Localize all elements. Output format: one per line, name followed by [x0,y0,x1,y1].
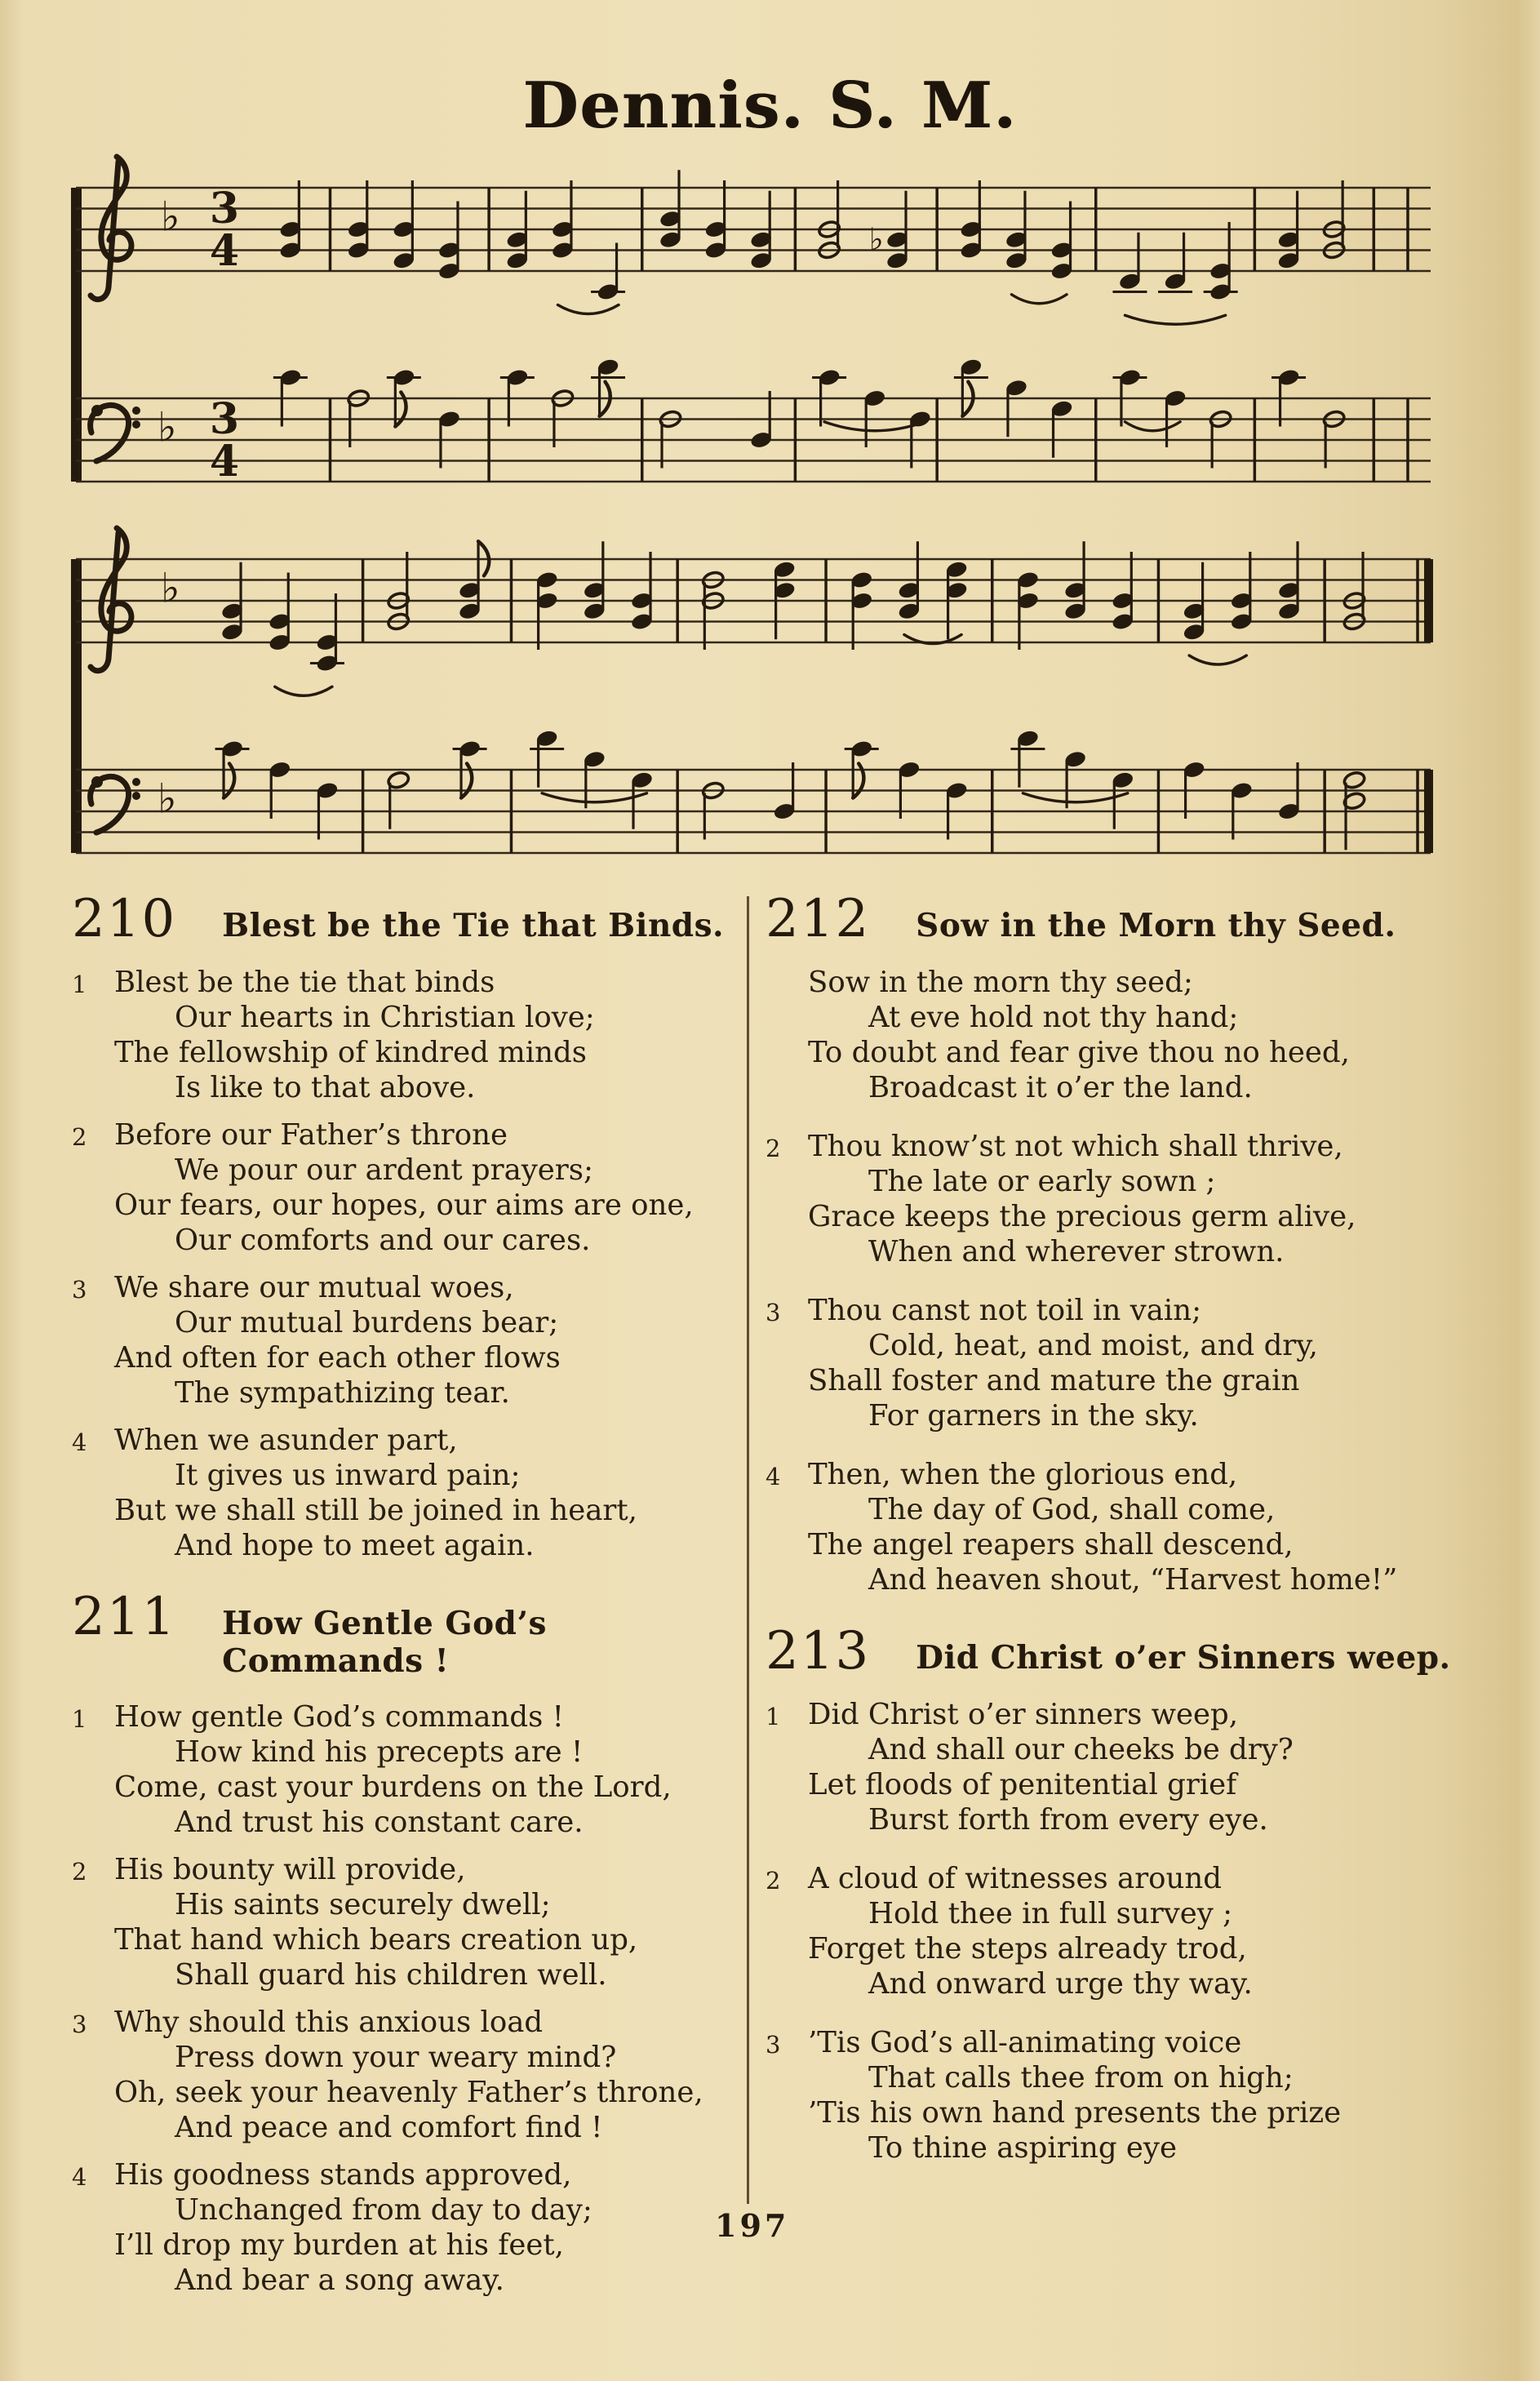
verse-line: Blest be the tie that binds [114,966,495,999]
verse-line: We pour our ardent prayers; [175,1153,593,1187]
verse-lines [808,2025,1510,2166]
verse-line: Our fears, our hopes, our aims are one, [114,1188,694,1222]
verse-line: Forget the steps already trod, [808,1932,1247,1966]
verse-line: I’ll drop my burden at his feet, [114,2228,564,2262]
verse-line: The day of God, shall come, [868,1493,1276,1526]
slur [557,305,619,314]
verse-number: 4 [72,2163,87,2191]
verse-line: And peace and comfort find ! [175,2111,603,2144]
verse-line: Cold, heat, and moist, and dry, [868,1329,1318,1362]
verse-lines [808,965,1510,1105]
verse-line: ’Tis God’s all-animating voice [808,2026,1242,2059]
verse-line: It gives us inward pain; [175,1459,521,1492]
verse-line: Shall guard his children well. [175,1958,607,1992]
staff-bass [76,358,1431,486]
slur [1189,655,1246,664]
verse-line: Let floods of penitential grief [808,1768,1237,1801]
verse-number: 3 [72,1276,87,1304]
verse-2 [72,1852,744,1992]
verse-line: His saints securely dwell; [175,1888,551,1921]
verse-2 [766,1861,1510,2001]
verse-line: To doubt and fear give thou no heed, [808,1036,1350,1069]
verse-line: But we shall still be joined in heart, [114,1494,637,1527]
verse-line: Oh, seek your heavenly Father’s throne, [114,2076,703,2109]
verse-line: We share our mutual woes, [114,1271,514,1304]
staff-treble [76,528,1433,673]
sheet-music-system-1 [69,167,1440,531]
hymn-number: 211 [72,1587,177,1647]
verse-number [766,965,808,1105]
hymn-number: 213 [766,1621,871,1681]
verse-line: Press down your weary mind? [175,2041,617,2074]
verse-line: And heaven shout, “Harvest home!” [868,1563,1398,1597]
column-divider [747,896,749,2204]
verse-line: At eve hold not thy hand; [868,1001,1239,1034]
slur [1125,422,1180,431]
svg-text:4: 4 [209,437,240,486]
hymn-heading [766,889,1510,949]
page-number: 197 [715,2207,790,2244]
verse-number: 3 [766,1299,781,1326]
verse-line: Grace keeps the precious germ alive, [808,1200,1356,1233]
verse-number: 4 [766,1463,781,1490]
verse-line: His goodness stands approved, [114,2158,572,2192]
flat-sign: ♭ [161,564,180,612]
staff-treble [76,157,1431,301]
svg-text:3: 3 [209,184,240,233]
verse-line: Our hearts in Christian love; [175,1001,595,1034]
verse-line: That calls thee from on high; [868,2061,1294,2094]
verse-lines [114,1423,744,1563]
staff-bass [76,729,1433,853]
verse-line: And bear a song away. [175,2263,504,2297]
flat-sign: ♭ [158,403,177,451]
verse-line: Thou know’st not which shall thrive, [808,1130,1343,1163]
verse-4 [766,1457,1510,1597]
hymn-210 [72,889,744,1563]
verse-line: When we asunder part, [114,1424,458,1457]
verse-line: A cloud of witnesses around [808,1862,1222,1895]
verse-2 [72,1117,744,1258]
verse-number: 1 [72,1705,87,1733]
sheet-music-system-2 [69,539,1453,902]
verse-line: Unchanged from day to day; [175,2193,592,2227]
treble-clef-icon [91,157,131,300]
hymn-heading [766,1621,1510,1681]
hymn-211 [72,1587,744,2298]
verse-line: The sympathizing tear. [175,1376,510,1410]
hymn-number: 212 [766,889,871,949]
verse-line: The angel reapers shall descend, [808,1528,1294,1561]
verse-lines [114,1852,744,1992]
system-barline [71,188,82,482]
verse-line: That hand which bears creation up, [114,1923,638,1957]
flat-sign: ♭ [161,193,180,241]
verse-line: Before our Father’s throne [114,1118,508,1152]
verse-line: And trust his constant care. [175,1806,584,1839]
time-signature [210,394,239,486]
slur [1023,793,1127,802]
verse-line: Sow in the morn thy seed; [808,966,1193,999]
hymn-title: How Gentle God’s Commands ! [222,1605,547,1680]
verse-2 [766,1129,1510,1269]
hymn-title: Sow in the Morn thy Seed. [916,907,1396,944]
verse-3 [72,2005,744,2145]
verse-line: Did Christ o’er sinners weep, [808,1698,1239,1731]
verse-number: 2 [766,1867,781,1895]
verse-3 [766,2025,1510,2166]
time-signature [210,184,239,276]
hymn-column-left [72,889,744,2310]
verse-lines [808,1861,1510,2001]
verse-line: Why should this anxious load [114,2006,544,2039]
verse-lines [114,2005,744,2145]
verse-line: His bounty will provide, [114,1853,466,1886]
verse-lines [808,1293,1510,1433]
verse-line: Shall foster and mature the grain [808,1364,1300,1397]
hymn-number: 210 [72,889,177,949]
verse-line: And shall our cheeks be dry? [868,1733,1294,1766]
slur [542,793,646,802]
verse-line: Our mutual burdens bear; [175,1306,559,1339]
svg-text:4: 4 [209,226,240,276]
verse-number: 4 [72,1428,87,1456]
hymn-column-right [766,889,1510,2189]
verse-number: 1 [766,1703,781,1730]
verse-number: 3 [72,2010,87,2038]
verse-line: How gentle God’s commands ! [114,1700,564,1734]
verse-line: Hold thee in full survey ; [868,1897,1233,1930]
svg-text:3: 3 [209,394,240,444]
verse-lines [808,1129,1510,1269]
system-barline [71,559,82,853]
verse-4 [72,2157,744,2298]
verse-number: 2 [72,1123,87,1151]
treble-clef-icon [91,528,131,671]
verse-number: 2 [72,1858,87,1886]
verse-line: And hope to meet again. [175,1529,535,1562]
verse-lines [114,1117,744,1258]
flat-sign: ♭ [158,775,177,823]
hymn-212 [766,889,1510,1597]
slur [824,422,925,431]
verse-1 [766,1697,1510,1837]
hymn-heading [72,1587,744,1680]
verse-lines [808,1697,1510,1837]
slur [275,686,332,695]
verse-line: When and wherever strown. [868,1235,1285,1268]
hymn-213 [766,1621,1510,2166]
verse-line: Burst forth from every eye. [868,1803,1268,1837]
verse-lines [114,2157,744,2298]
verse-line: ’Tis his own hand presents the prize [808,2096,1342,2130]
verse-line: Is like to that above. [175,1071,476,1104]
verse-1 [766,965,1510,1105]
slur [1011,295,1067,304]
verse-line: Then, when the glorious end, [808,1458,1238,1491]
verse-line: Come, cast your burdens on the Lord, [114,1770,672,1804]
verse-number: 2 [766,1135,781,1162]
verse-line: And often for each other flows [114,1341,561,1375]
verse-3 [766,1293,1510,1433]
verse-line: Our comforts and our cares. [175,1224,591,1257]
verse-1 [72,965,744,1105]
verse-line: The late or early sown ; [868,1165,1216,1198]
verse-lines [114,1270,744,1410]
verse-line: To thine aspiring eye [868,2131,1177,2165]
bass-clef-icon [91,776,140,833]
hymn-title: Did Christ o’er Sinners weep. [916,1639,1451,1677]
verse-number: 1 [72,971,87,998]
verse-lines [114,1699,744,1840]
verse-lines [114,965,744,1105]
hymn-heading [72,889,744,949]
bass-clef-icon [91,405,140,461]
verse-line: For garners in the sky. [868,1399,1199,1433]
verse-line: The fellowship of kindred minds [114,1036,587,1069]
verse-line: Thou canst not toil in vain; [808,1294,1202,1327]
verse-line: How kind his precepts are ! [175,1735,584,1769]
verse-number: 3 [766,2031,781,2059]
verse-1 [72,1699,744,1840]
hymn-title: Blest be the Tie that Binds. [222,907,725,944]
slur [1125,315,1225,324]
accidental-flat: ♭ [868,220,884,257]
verse-line: Broadcast it o’er the land. [868,1071,1253,1104]
verse-line: And onward urge thy way. [868,1967,1253,2001]
verse-lines [808,1457,1510,1597]
verse-3 [72,1270,744,1410]
tune-title: Dennis. S. M. [522,69,1018,143]
verse-4 [72,1423,744,1563]
